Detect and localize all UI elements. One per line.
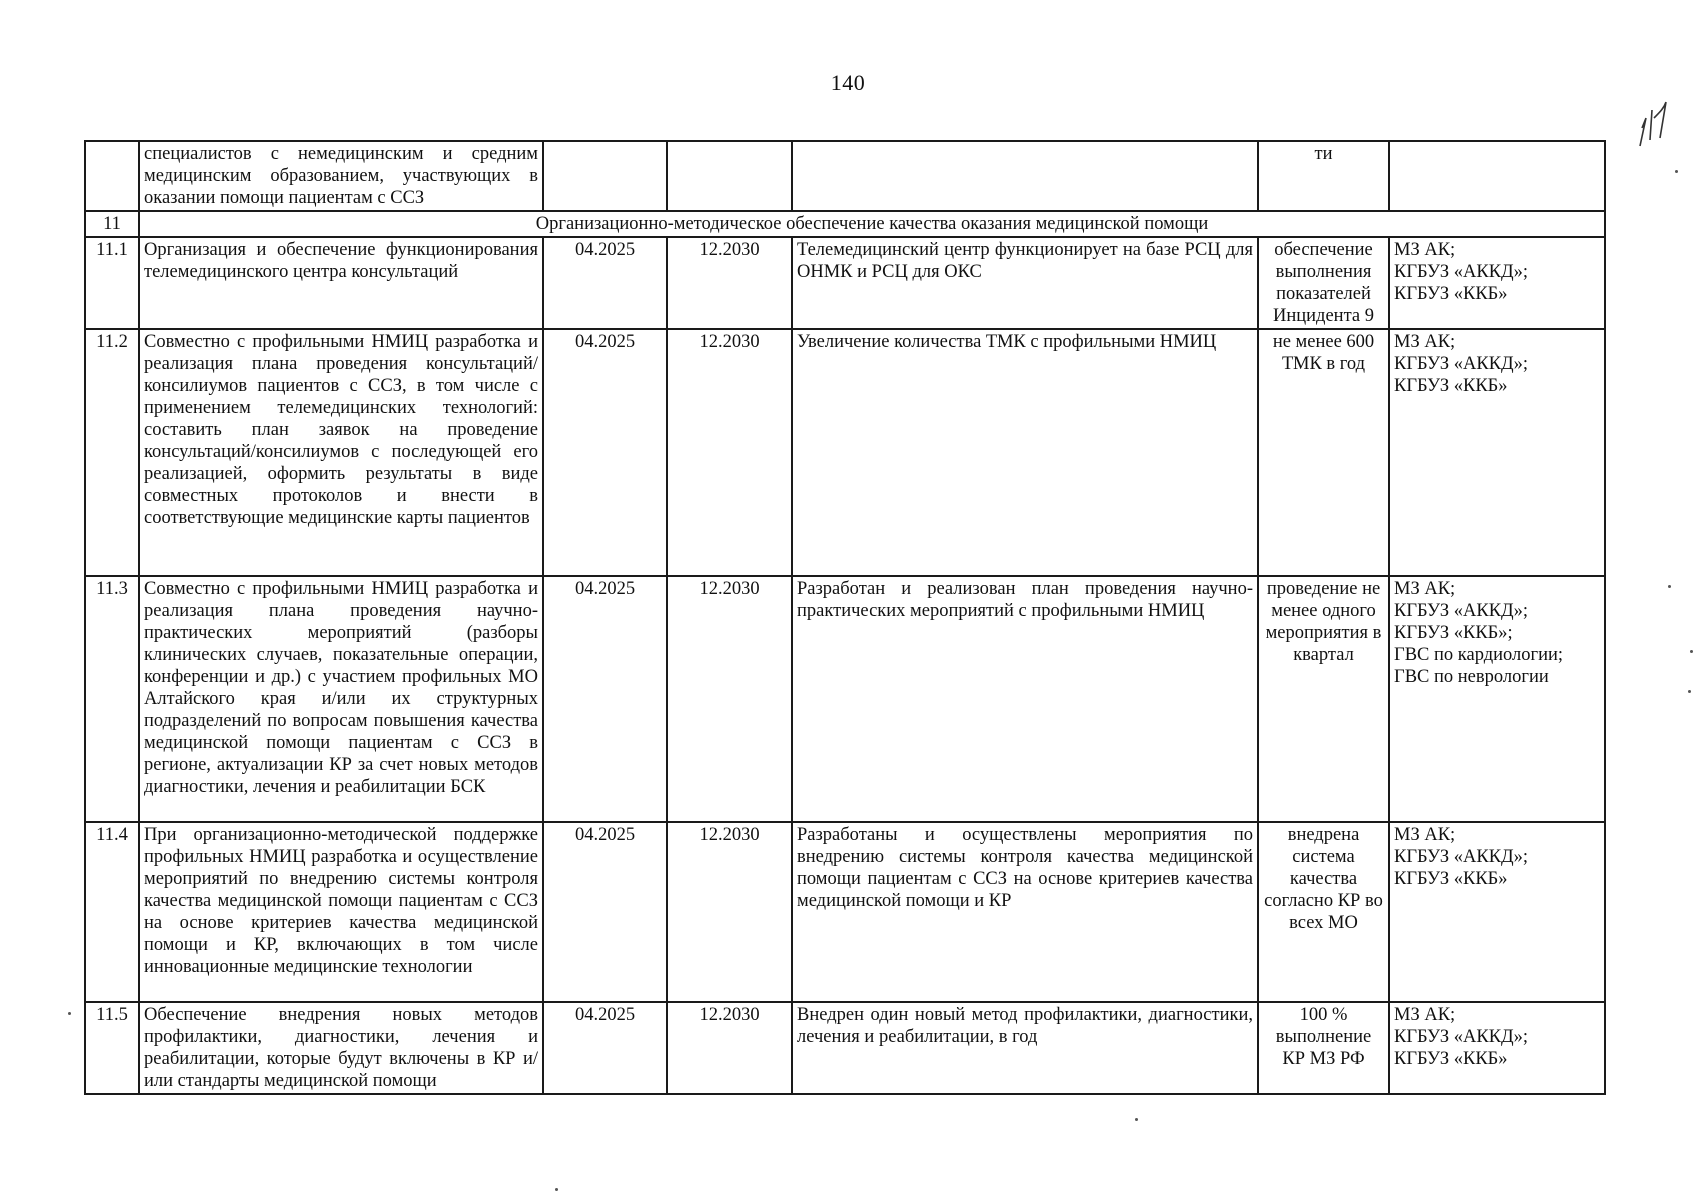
continuation-result-cell bbox=[792, 141, 1258, 211]
responsible-line: МЗ АК; bbox=[1394, 332, 1456, 352]
page-number: 140 bbox=[830, 70, 866, 95]
row-start-date: 04.2025 bbox=[543, 822, 667, 1002]
responsible-line: КГБУЗ «ККБ» bbox=[1394, 284, 1508, 304]
scan-speck bbox=[1675, 170, 1678, 173]
scan-speck bbox=[1668, 585, 1671, 588]
row-responsible bbox=[1389, 1002, 1605, 1094]
row-end-date: 12.2030 bbox=[667, 822, 792, 1002]
section-number: 11 bbox=[85, 211, 139, 237]
continuation-indicator: ти bbox=[1258, 141, 1389, 211]
responsible-line: МЗ АК; bbox=[1394, 240, 1456, 260]
continuation-num-cell bbox=[85, 141, 139, 211]
responsible-line: КГБУЗ «ККБ»; bbox=[1394, 623, 1513, 643]
row-responsible bbox=[1389, 329, 1605, 576]
scan-speck bbox=[1690, 650, 1693, 653]
row-result: Внедрен один новый метод профилактики, диагностики, лечения и реабилитации, в год bbox=[792, 1002, 1258, 1094]
row-number: 11.3 bbox=[85, 576, 139, 822]
row-end-date: 12.2030 bbox=[667, 329, 792, 576]
continuation-row bbox=[85, 141, 1605, 211]
responsible-line: МЗ АК; bbox=[1394, 579, 1456, 599]
row-responsible bbox=[1389, 576, 1605, 822]
row-indicator: 100 % выполнение КР МЗ РФ bbox=[1258, 1002, 1389, 1094]
responsible-line: МЗ АК; bbox=[1394, 1005, 1456, 1025]
row-activity: Совместно с профильными НМИЦ разработка и реализация плана проведения консультаций/консилиумов пациентов с ССЗ, в том числе с применением телемедицинских технологий: составить план заявок на проведение консультаций/консилиумов с последующей его реализацией, оформить результаты в виде совместных протоколов и внести в соответствующие медицинские карты пациентов bbox=[139, 329, 543, 576]
responsible-line: КГБУЗ «ККБ» bbox=[1394, 869, 1508, 889]
row-number: 11.2 bbox=[85, 329, 139, 576]
continuation-start-cell bbox=[543, 141, 667, 211]
continuation-activity: специалистов с немедицинским и средним медицинским образованием, участвующих в оказании помощи пациентам с ССЗ bbox=[139, 141, 543, 211]
responsible-line: МЗ АК; bbox=[1394, 825, 1456, 845]
table-row bbox=[85, 237, 1605, 329]
table-row bbox=[85, 576, 1605, 822]
responsible-line: КГБУЗ «АККД»; bbox=[1394, 601, 1529, 621]
row-result: Разработан и реализован план проведения научно-практических мероприятий с профильными НМИЦ bbox=[792, 576, 1258, 822]
row-responsible bbox=[1389, 237, 1605, 329]
responsible-line: КГБУЗ «АККД»; bbox=[1394, 847, 1529, 867]
responsible-line: ГВС по кардиологии; bbox=[1394, 645, 1564, 665]
row-activity: Обеспечение внедрения новых методов профилактики, диагностики, лечения и реабилитации, которые будут включены в КР и/или стандарты медицинской помощи bbox=[139, 1002, 543, 1094]
row-activity: Совместно с профильными НМИЦ разработка и реализация плана проведения научно-практических мероприятий (разборы клинических случаев, показательные операции, конференции и др.) с участием профильных МО Алтайского края и/или их структурных подразделений по вопросам повышения качества медицинской помощи пациентам с ССЗ в регионе, актуализации КР за счет новых методов диагностики, лечения и реабилитации БСК bbox=[139, 576, 543, 822]
responsible-line: КГБУЗ «ККБ» bbox=[1394, 376, 1508, 396]
section-row bbox=[85, 211, 1605, 237]
table-row bbox=[85, 329, 1605, 576]
row-indicator: не менее 600 ТМК в год bbox=[1258, 329, 1389, 576]
row-end-date: 12.2030 bbox=[667, 1002, 792, 1094]
row-responsible bbox=[1389, 822, 1605, 1002]
responsible-line: КГБУЗ «АККД»; bbox=[1394, 354, 1529, 374]
responsible-line: КГБУЗ «АККД»; bbox=[1394, 262, 1529, 282]
row-result: Увеличение количества ТМК с профильными НМИЦ bbox=[792, 329, 1258, 576]
scan-speck bbox=[1688, 690, 1691, 693]
row-end-date: 12.2030 bbox=[667, 237, 792, 329]
row-start-date: 04.2025 bbox=[543, 576, 667, 822]
scan-speck bbox=[1135, 1118, 1138, 1121]
row-indicator: проведение не менее одного мероприятия в квартал bbox=[1258, 576, 1389, 822]
section-title: Организационно-методическое обеспечение качества оказания медицинской помощи bbox=[139, 211, 1605, 237]
row-indicator: внедрена система качества согласно КР во всех МО bbox=[1258, 822, 1389, 1002]
table-row bbox=[85, 822, 1605, 1002]
row-activity: Организация и обеспечение функционирования телемедицинского центра консультаций bbox=[139, 237, 543, 329]
row-number: 11.4 bbox=[85, 822, 139, 1002]
scan-speck bbox=[555, 1188, 558, 1191]
responsible-line: КГБУЗ «ККБ» bbox=[1394, 1049, 1508, 1069]
row-end-date: 12.2030 bbox=[667, 576, 792, 822]
row-start-date: 04.2025 bbox=[543, 1002, 667, 1094]
handwritten-margin-mark bbox=[1630, 88, 1680, 158]
scan-speck bbox=[68, 1012, 71, 1015]
row-start-date: 04.2025 bbox=[543, 329, 667, 576]
row-result: Разработаны и осуществлены мероприятия по внедрению системы контроля качества медицинской помощи пациентам с ССЗ на основе критериев качества медицинской помощи и КР bbox=[792, 822, 1258, 1002]
plan-table bbox=[84, 140, 1606, 1095]
row-indicator: обеспечение выполнения показателей Инцидента 9 bbox=[1258, 237, 1389, 329]
continuation-responsible-cell bbox=[1389, 141, 1605, 211]
row-result: Телемедицинский центр функционирует на базе РСЦ для ОНМК и РСЦ для ОКС bbox=[792, 237, 1258, 329]
row-start-date: 04.2025 bbox=[543, 237, 667, 329]
row-number: 11.1 bbox=[85, 237, 139, 329]
row-activity: При организационно-методической поддержке профильных НМИЦ разработка и осуществление мероприятий по внедрению системы контроля качества медицинской помощи пациентам с ССЗ на основе критериев качества медицинской помощи и КР, включающих в том числе инновационные медицинские технологии bbox=[139, 822, 543, 1002]
row-number: 11.5 bbox=[85, 1002, 139, 1094]
responsible-line: ГВС по неврологии bbox=[1394, 667, 1549, 687]
responsible-line: КГБУЗ «АККД»; bbox=[1394, 1027, 1529, 1047]
table-row bbox=[85, 1002, 1605, 1094]
continuation-end-cell bbox=[667, 141, 792, 211]
